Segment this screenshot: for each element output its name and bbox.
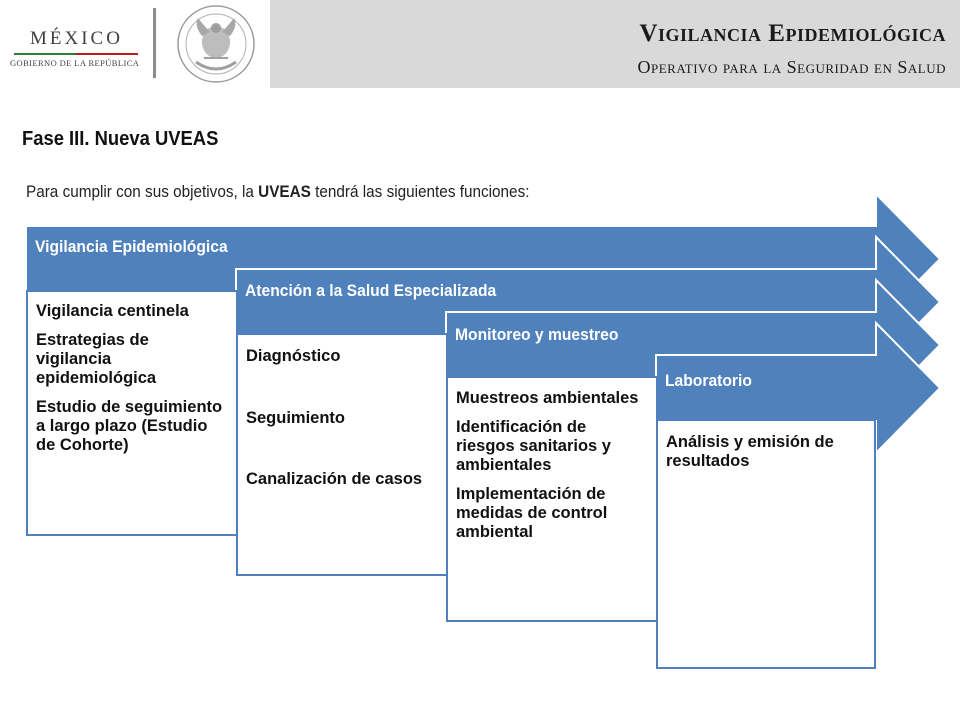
item-medidas: Implementación de medidas de control ambiental [456, 485, 608, 541]
card-monitoreo [446, 376, 658, 622]
intro-suffix: tendrá las siguientes funciones: [310, 182, 530, 201]
card-atencion [236, 333, 448, 576]
item-seguimiento: Seguimiento [246, 409, 346, 427]
phase-title: Fase III. Nueva UVEAS [22, 128, 219, 150]
item-riesgos: Identificación de riesgos sanitarios y ambientales [456, 418, 611, 474]
mexico-logo-subtitle: GOBIERNO DE LA REPÚBLICA [10, 58, 140, 68]
label-monitoreo: Monitoreo y muestreo [455, 325, 619, 344]
item-estrategias: Estrategias de vigilancia epidemiológica [36, 331, 157, 387]
card-laboratorio [656, 419, 876, 669]
header-title: Vigilancia Epidemiológica [639, 20, 946, 47]
intro-bold: UVEAS [258, 182, 311, 201]
card-vigilancia [26, 290, 238, 536]
item-diagnostico: Diagnóstico [246, 347, 341, 365]
item-analisis: Análisis y emisión de resultados [666, 433, 834, 470]
label-vigilancia: Vigilancia Epidemiológica [35, 237, 228, 256]
mexico-logo-word: MÉXICO [30, 28, 123, 49]
item-vigilancia-centinela: Vigilancia centinela [36, 302, 189, 320]
header-subtitle: Operativo para la Seguridad en Salud [637, 57, 946, 77]
label-laboratorio: Laboratorio [665, 371, 752, 390]
label-atencion: Atención a la Salud Especializada [245, 281, 497, 300]
item-muestreos: Muestreos ambientales [456, 389, 639, 407]
intro-prefix: Para cumplir con sus objetivos, la [26, 182, 259, 201]
item-canalizacion: Canalización de casos [246, 470, 423, 488]
item-estudio-cohorte: Estudio de seguimiento a largo plazo (Estudio de Cohorte) [36, 398, 223, 454]
